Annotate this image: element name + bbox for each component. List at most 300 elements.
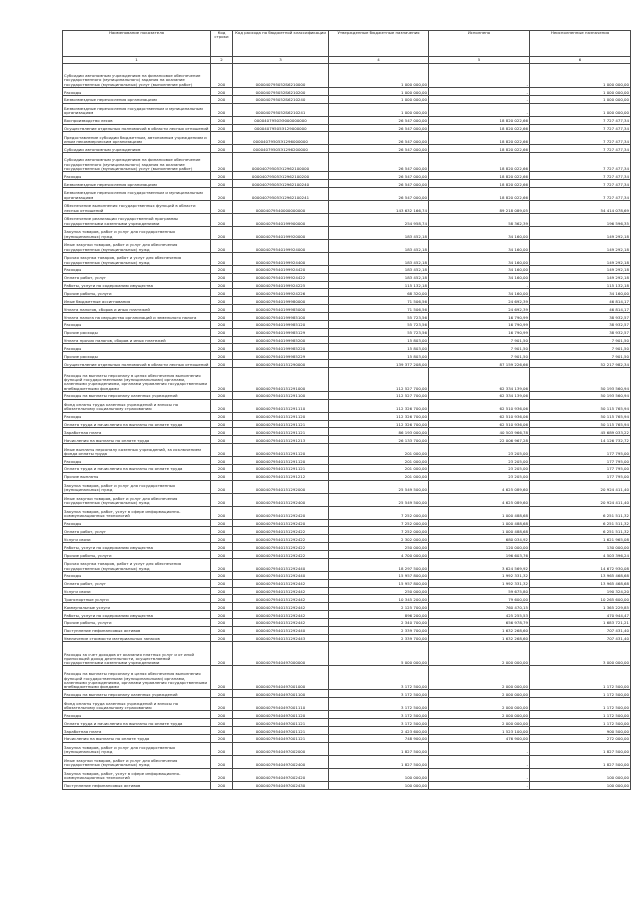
table-row bbox=[63, 543, 631, 551]
budget-code-cell: 00004079540497002430 bbox=[233, 781, 329, 789]
executed-amount-cell: 1 000 488,68 bbox=[429, 527, 530, 535]
indicator-name-cell: Расходы bbox=[63, 344, 211, 352]
unexecuted-amount-cell: 7 901,50 bbox=[530, 336, 631, 344]
budget-code-cell: 000040795052Б6210241 bbox=[233, 103, 329, 116]
executed-amount-cell: 34 160,00 bbox=[429, 289, 530, 297]
executed-amount-cell: 7 901,50 bbox=[429, 352, 530, 360]
approved-amount-cell: 112 527 700,00 bbox=[329, 391, 429, 399]
budget-execution-table bbox=[62, 30, 631, 790]
executed-amount-cell: 18 820 022,66 bbox=[429, 116, 530, 124]
approved-amount-cell: 4 700 000,00 bbox=[329, 551, 429, 559]
table-row bbox=[63, 595, 631, 603]
table-row bbox=[63, 95, 631, 103]
executed-amount-cell: - bbox=[429, 281, 530, 289]
table-row bbox=[63, 172, 631, 180]
executed-amount-cell: 58 362,39 bbox=[429, 213, 530, 226]
budget-code-cell: 00004079540199985200 bbox=[233, 336, 329, 344]
approved-amount-cell: 71 506,56 bbox=[329, 297, 429, 305]
approved-amount-cell: 55 723,56 bbox=[329, 328, 429, 336]
budget-code-cell: 00004079540151292440 bbox=[233, 571, 329, 579]
approved-amount-cell: 201 000,00 bbox=[329, 444, 429, 457]
executed-amount-cell: - bbox=[429, 781, 530, 789]
indicator-name-cell: Фонд оплаты труда казенных учреждений и взносы по обязательному социальному страхованию bbox=[63, 399, 211, 412]
indicator-name-cell: Расходы bbox=[63, 457, 211, 465]
approved-amount-cell: 183 452,18 bbox=[329, 252, 429, 265]
line-code-cell: 200 bbox=[211, 328, 233, 336]
line-code-cell: 200 bbox=[211, 360, 233, 368]
approved-amount-cell: 201 000,00 bbox=[329, 464, 429, 472]
executed-amount-cell: 2 000 000,00 bbox=[429, 711, 530, 719]
indicator-name-cell: Поступление нефинансовых активов bbox=[63, 781, 211, 789]
unexecuted-amount-cell: 6 251 511,32 bbox=[530, 506, 631, 519]
line-code-cell: 200 bbox=[211, 595, 233, 603]
unexecuted-amount-cell: 177 795,00 bbox=[530, 472, 631, 480]
indicator-name-cell: Закупка товаров, работ и услуг для государственных (муниципальных) нужд bbox=[63, 226, 211, 239]
unexecuted-amount-cell: 100 000,00 bbox=[530, 781, 631, 789]
budget-code-cell: 00004079540497001110 bbox=[233, 698, 329, 711]
budget-code-cell: 00004079540199985120 bbox=[233, 320, 329, 328]
indicator-name-cell: Расходы bbox=[63, 519, 211, 527]
indicator-name-cell: Оплата работ, услуг bbox=[63, 579, 211, 587]
unexecuted-amount-cell: 149 292,18 bbox=[530, 226, 631, 239]
unexecuted-amount-cell: 177 795,00 bbox=[530, 444, 631, 457]
approved-amount-cell: 26 133 700,00 bbox=[329, 436, 429, 444]
executed-amount-cell: 7 901,50 bbox=[429, 344, 530, 352]
budget-code-cell: 00004079540497001121 bbox=[233, 719, 329, 727]
unexecuted-amount-cell: 7 727 477,34 bbox=[530, 153, 631, 172]
unexecuted-amount-cell: 190 324,20 bbox=[530, 587, 631, 595]
executed-amount-cell: 62 510 936,06 bbox=[429, 420, 530, 428]
approved-amount-cell: 112 326 700,00 bbox=[329, 412, 429, 420]
approved-amount-cell: 15 803,00 bbox=[329, 344, 429, 352]
executed-amount-cell: 2 000 000,00 bbox=[429, 642, 530, 666]
line-code-cell: 200 bbox=[211, 781, 233, 789]
table-row bbox=[63, 558, 631, 571]
indicator-name-cell: Закупка товаров, работ, услуг в сфере информационно-коммуникационных технологий bbox=[63, 768, 211, 781]
approved-amount-cell: 3 172 500,00 bbox=[329, 690, 429, 698]
approved-amount-cell: 7 252 000,00 bbox=[329, 506, 429, 519]
line-code-cell: 200 bbox=[211, 352, 233, 360]
budget-code-cell: 00004079540000000000 bbox=[233, 200, 329, 213]
budget-code-cell: 00004079540151291213 bbox=[233, 436, 329, 444]
approved-amount-cell: 100 000,00 bbox=[329, 768, 429, 781]
executed-amount-cell: 62 334 139,06 bbox=[429, 367, 530, 391]
table-row bbox=[63, 352, 631, 360]
budget-code-cell: 00004079540497002400 bbox=[233, 755, 329, 768]
table-row bbox=[63, 690, 631, 698]
approved-amount-cell: 25 549 500,00 bbox=[329, 480, 429, 493]
line-code-cell: 200 bbox=[211, 755, 233, 768]
budget-code-cell: 00004079505Э12962100200 bbox=[233, 172, 329, 180]
approved-amount-cell: 143 632 166,74 bbox=[329, 200, 429, 213]
unexecuted-amount-cell: 20 924 411,40 bbox=[530, 493, 631, 506]
approved-amount-cell: 1 827 500,00 bbox=[329, 755, 429, 768]
unexecuted-amount-cell: 50 115 765,94 bbox=[530, 412, 631, 420]
budget-code-cell: 00004079540199924226 bbox=[233, 289, 329, 297]
line-code-cell: 200 bbox=[211, 527, 233, 535]
budget-code-cell: 00004079540151291120 bbox=[233, 412, 329, 420]
executed-amount-cell: 1 000 488,68 bbox=[429, 519, 530, 527]
line-code-cell: 200 bbox=[211, 719, 233, 727]
approved-amount-cell: 5 000 000,00 bbox=[329, 642, 429, 666]
indicator-name-cell: Закупка товаров, работ и услуг для государственных (муниципальных) нужд bbox=[63, 742, 211, 755]
approved-amount-cell: 10 345 200,00 bbox=[329, 595, 429, 603]
unexecuted-amount-cell: 130 000,00 bbox=[530, 543, 631, 551]
unexecuted-amount-cell: 52 217 982,34 bbox=[530, 360, 631, 368]
table-row bbox=[63, 305, 631, 313]
approved-amount-cell: 2 340 700,00 bbox=[329, 618, 429, 626]
approved-amount-cell: 25 549 500,00 bbox=[329, 493, 429, 506]
approved-amount-cell: 26 547 000,00 bbox=[329, 124, 429, 132]
approved-amount-cell: 26 547 000,00 bbox=[329, 132, 429, 145]
approved-amount-cell: 183 452,18 bbox=[329, 239, 429, 252]
table-row bbox=[63, 265, 631, 273]
unexecuted-amount-cell: 54 414 078,69 bbox=[530, 200, 631, 213]
table-row bbox=[63, 367, 631, 391]
unexecuted-amount-cell: 149 292,18 bbox=[530, 252, 631, 265]
budget-code-cell: 00004079540151292440 bbox=[233, 626, 329, 634]
line-code-cell: 200 bbox=[211, 187, 233, 200]
budget-code-cell: 00004079540151292443 bbox=[233, 634, 329, 642]
budget-code-cell: 00004079540151290000 bbox=[233, 360, 329, 368]
indicator-name-cell: Расходы на выплаты персоналу в целях обеспечения выполнения функций государственными (муниципальными) органами, казенными учреждениями, органами управления государственными внебюджетными фондами bbox=[63, 367, 211, 391]
indicator-name-cell: Оплата работ, услуг bbox=[63, 527, 211, 535]
executed-amount-cell: 34 160,00 bbox=[429, 226, 530, 239]
unexecuted-amount-cell: 1 172 500,00 bbox=[530, 698, 631, 711]
executed-amount-cell: 1 992 331,32 bbox=[429, 571, 530, 579]
table-row bbox=[63, 755, 631, 768]
table-row bbox=[63, 436, 631, 444]
approved-amount-cell: 201 000,00 bbox=[329, 472, 429, 480]
table-row bbox=[63, 252, 631, 265]
approved-amount-cell: 112 326 700,00 bbox=[329, 399, 429, 412]
unexecuted-amount-cell: 1 365 229,85 bbox=[530, 603, 631, 611]
executed-amount-cell: - bbox=[429, 88, 530, 96]
executed-amount-cell: 23 205,00 bbox=[429, 472, 530, 480]
line-code-cell: 200 bbox=[211, 420, 233, 428]
line-code-cell: 200 bbox=[211, 742, 233, 755]
unexecuted-amount-cell: 6 251 511,32 bbox=[530, 527, 631, 535]
indicator-name-cell: Безвозмездные перечисления государственным и муниципальным организациям bbox=[63, 187, 211, 200]
executed-amount-cell: 79 600,00 bbox=[429, 595, 530, 603]
line-code-cell: 200 bbox=[211, 239, 233, 252]
table-row bbox=[63, 742, 631, 755]
indicator-name-cell: Иные выплаты персоналу казенных учреждений, за исключением фонда оплаты труда bbox=[63, 444, 211, 457]
line-code-cell: 200 bbox=[211, 519, 233, 527]
indicator-name-cell: Прочие работы, услуги bbox=[63, 551, 211, 559]
unexecuted-amount-cell: 707 431,40 bbox=[530, 634, 631, 642]
line-code-cell: 200 bbox=[211, 768, 233, 781]
line-code-cell: 200 bbox=[211, 289, 233, 297]
line-code-cell: 200 bbox=[211, 88, 233, 96]
indicator-name-cell: Заработная плата bbox=[63, 428, 211, 436]
approved-amount-cell: 1 000 000,00 bbox=[329, 95, 429, 103]
unexecuted-amount-cell: 1 000 000,00 bbox=[530, 103, 631, 116]
unexecuted-amount-cell: 50 115 765,94 bbox=[530, 399, 631, 412]
unexecuted-amount-cell: 38 932,57 bbox=[530, 320, 631, 328]
indicator-name-cell: Прочие работы, услуги bbox=[63, 618, 211, 626]
approved-amount-cell: 1 000 000,00 bbox=[329, 103, 429, 116]
approved-amount-cell: 1 827 500,00 bbox=[329, 742, 429, 755]
unexecuted-amount-cell: 272 000,00 bbox=[530, 734, 631, 742]
table-row bbox=[63, 187, 631, 200]
budget-code-cell: 00004079540199900000 bbox=[233, 213, 329, 226]
line-code-cell: 200 bbox=[211, 726, 233, 734]
approved-amount-cell: 15 957 800,00 bbox=[329, 579, 429, 587]
table-body bbox=[63, 64, 631, 790]
approved-amount-cell: 112 527 700,00 bbox=[329, 367, 429, 391]
approved-amount-cell: 15 803,00 bbox=[329, 336, 429, 344]
indicator-name-cell: Услуги связи bbox=[63, 535, 211, 543]
approved-amount-cell: 3 172 500,00 bbox=[329, 711, 429, 719]
indicator-name-cell: Уплата прочих налогов, сборов и иных платежей bbox=[63, 336, 211, 344]
unexecuted-amount-cell: 46 814,17 bbox=[530, 305, 631, 313]
approved-amount-cell: 26 547 000,00 bbox=[329, 116, 429, 124]
executed-amount-cell: 23 205,00 bbox=[429, 464, 530, 472]
indicator-name-cell: Фонд оплаты труда казенных учреждений и взносы по обязательному социальному страхованию bbox=[63, 698, 211, 711]
line-code-cell: 200 bbox=[211, 297, 233, 305]
table-row bbox=[63, 239, 631, 252]
table-row bbox=[63, 493, 631, 506]
indicator-name-cell: Начисления на выплаты по оплате труда bbox=[63, 436, 211, 444]
line-code-cell: 200 bbox=[211, 480, 233, 493]
unexecuted-amount-cell: 900 500,00 bbox=[530, 726, 631, 734]
indicator-name-cell: Безвозмездные перечисления организациям bbox=[63, 95, 211, 103]
line-code-cell: 200 bbox=[211, 603, 233, 611]
executed-amount-cell: 34 160,00 bbox=[429, 265, 530, 273]
budget-code-cell: 00004079540199924000 bbox=[233, 239, 329, 252]
executed-amount-cell: 34 160,00 bbox=[429, 252, 530, 265]
line-code-cell: 200 bbox=[211, 642, 233, 666]
table-row bbox=[63, 506, 631, 519]
unexecuted-amount-cell: 10 265 600,00 bbox=[530, 595, 631, 603]
table-row bbox=[63, 579, 631, 587]
approved-amount-cell: 15 957 800,00 bbox=[329, 571, 429, 579]
indicator-name-cell: Иные закупки товаров, работ и услуг для обеспечения государственных (муниципальных) нужд bbox=[63, 493, 211, 506]
budget-code-cell: 00004079540199985129 bbox=[233, 328, 329, 336]
unexecuted-amount-cell: 7 727 477,34 bbox=[530, 124, 631, 132]
budget-code-cell: 00004079540199924420 bbox=[233, 265, 329, 273]
approved-amount-cell: 1 000 000,00 bbox=[329, 88, 429, 96]
budget-code-cell: 00004079540151292422 bbox=[233, 543, 329, 551]
table-row bbox=[63, 726, 631, 734]
unexecuted-amount-cell: 115 132,18 bbox=[530, 281, 631, 289]
table-row bbox=[63, 273, 631, 281]
unexecuted-amount-cell: 177 795,00 bbox=[530, 457, 631, 465]
budget-code-cell: 00004079540199985000 bbox=[233, 305, 329, 313]
executed-amount-cell: - bbox=[429, 95, 530, 103]
budget-code-cell: 00004079540497002420 bbox=[233, 768, 329, 781]
executed-amount-cell: 2 000 000,00 bbox=[429, 690, 530, 698]
indicator-name-cell: Субсидии автономным учреждениям bbox=[63, 145, 211, 153]
approved-amount-cell: 68 320,00 bbox=[329, 289, 429, 297]
unexecuted-amount-cell: 7 727 477,34 bbox=[530, 172, 631, 180]
column-number: 3 bbox=[233, 57, 329, 64]
indicator-name-cell: Иные бюджетные ассигнования bbox=[63, 297, 211, 305]
indicator-name-cell: Расходы bbox=[63, 265, 211, 273]
budget-code-cell: 00004079540151291120 bbox=[233, 457, 329, 465]
executed-amount-cell: 40 503 966,78 bbox=[429, 428, 530, 436]
unexecuted-amount-cell: 34 160,00 bbox=[530, 289, 631, 297]
indicator-name-cell: Прочая закупка товаров, работ и услуг для обеспечения государственных (муниципальных) нужд bbox=[63, 252, 211, 265]
approved-amount-cell: 115 132,18 bbox=[329, 281, 429, 289]
executed-amount-cell: 18 820 022,66 bbox=[429, 153, 530, 172]
budget-code-cell: 00004079540497000000 bbox=[233, 642, 329, 666]
line-code-cell: 200 bbox=[211, 634, 233, 642]
executed-amount-cell: 680 034,92 bbox=[429, 535, 530, 543]
approved-amount-cell: 250 000,00 bbox=[329, 587, 429, 595]
line-code-cell: 200 bbox=[211, 558, 233, 571]
line-code-cell: 200 bbox=[211, 472, 233, 480]
budget-code-cell: 00004079540151292400 bbox=[233, 493, 329, 506]
line-code-cell: 200 bbox=[211, 145, 233, 153]
approved-amount-cell: 100 000,00 bbox=[329, 781, 429, 789]
executed-amount-cell: 476 900,00 bbox=[429, 734, 530, 742]
table-row bbox=[63, 297, 631, 305]
table-row bbox=[63, 519, 631, 527]
budget-code-cell: 00004079540497001100 bbox=[233, 690, 329, 698]
table-row bbox=[63, 551, 631, 559]
approved-amount-cell: 183 452,18 bbox=[329, 226, 429, 239]
budget-code-cell: 000040795052Б6210000 bbox=[233, 64, 329, 88]
line-code-cell: 200 bbox=[211, 412, 233, 420]
indicator-name-cell: Расходы bbox=[63, 571, 211, 579]
unexecuted-amount-cell: 149 292,18 bbox=[530, 265, 631, 273]
executed-amount-cell: 1 000 488,68 bbox=[429, 506, 530, 519]
unexecuted-amount-cell: 149 292,18 bbox=[530, 239, 631, 252]
budget-code-cell: 0000407950ЭЭ000000000 bbox=[233, 116, 329, 124]
budget-code-cell: 00004079540151292442 bbox=[233, 579, 329, 587]
table-row bbox=[63, 734, 631, 742]
unexecuted-amount-cell: 1 172 500,00 bbox=[530, 690, 631, 698]
unexecuted-amount-cell: 38 932,57 bbox=[530, 312, 631, 320]
indicator-name-cell: Прочая закупка товаров, работ и услуг для обеспечения государственных (муниципальных) нужд bbox=[63, 558, 211, 571]
budget-code-cell: 00004079540151292442 bbox=[233, 603, 329, 611]
executed-amount-cell: 1 632 268,60 bbox=[429, 626, 530, 634]
table-row bbox=[63, 719, 631, 727]
header-approved: Утвержденные бюджетные назначения bbox=[329, 31, 429, 57]
table-row bbox=[63, 428, 631, 436]
approved-amount-cell: 7 252 000,00 bbox=[329, 527, 429, 535]
executed-amount-cell: 656 978,79 bbox=[429, 618, 530, 626]
line-code-cell: 200 bbox=[211, 611, 233, 619]
line-code-cell: 200 bbox=[211, 95, 233, 103]
table-row bbox=[63, 153, 631, 172]
line-code-cell: 200 bbox=[211, 457, 233, 465]
indicator-name-cell: Коммунальные услуги bbox=[63, 603, 211, 611]
unexecuted-amount-cell: 196 596,35 bbox=[530, 213, 631, 226]
indicator-name-cell: Оплата работ, услуг bbox=[63, 273, 211, 281]
table-row bbox=[63, 399, 631, 412]
budget-code-cell: 00004079540151291100 bbox=[233, 391, 329, 399]
budget-code-cell: 00004079540151292442 bbox=[233, 611, 329, 619]
approved-amount-cell: 2 339 700,00 bbox=[329, 634, 429, 642]
executed-amount-cell: - bbox=[429, 742, 530, 755]
line-code-cell: 200 bbox=[211, 367, 233, 391]
line-code-cell: 200 bbox=[211, 391, 233, 399]
line-code-cell: 200 bbox=[211, 320, 233, 328]
line-code-cell: 200 bbox=[211, 551, 233, 559]
table-row bbox=[63, 200, 631, 213]
table-row bbox=[63, 611, 631, 619]
budget-code-cell: 00004079540151292420 bbox=[233, 519, 329, 527]
executed-amount-cell: 16 790,99 bbox=[429, 320, 530, 328]
budget-code-cell: 00004079540497001120 bbox=[233, 711, 329, 719]
indicator-name-cell: Осуществление отдельных полномочий в области лесных отношений bbox=[63, 124, 211, 132]
approved-amount-cell: 26 547 000,00 bbox=[329, 153, 429, 172]
unexecuted-amount-cell: 1 172 500,00 bbox=[530, 719, 631, 727]
line-code-cell: 200 bbox=[211, 252, 233, 265]
approved-amount-cell: 71 506,56 bbox=[329, 305, 429, 313]
approved-amount-cell: 3 172 500,00 bbox=[329, 698, 429, 711]
executed-amount-cell: 62 510 936,06 bbox=[429, 399, 530, 412]
line-code-cell: 200 bbox=[211, 153, 233, 172]
line-code-cell: 200 bbox=[211, 180, 233, 188]
line-code-cell: 200 bbox=[211, 116, 233, 124]
executed-amount-cell: 59 675,80 bbox=[429, 587, 530, 595]
approved-amount-cell: 26 547 000,00 bbox=[329, 172, 429, 180]
table-row bbox=[63, 634, 631, 642]
table-row bbox=[63, 116, 631, 124]
executed-amount-cell: 23 205,00 bbox=[429, 444, 530, 457]
table-row bbox=[63, 180, 631, 188]
executed-amount-cell: 196 603,76 bbox=[429, 551, 530, 559]
indicator-name-cell: Прочие расходы bbox=[63, 352, 211, 360]
table-row bbox=[63, 587, 631, 595]
unexecuted-amount-cell: 1 000 000,00 bbox=[530, 95, 631, 103]
approved-amount-cell: 896 200,00 bbox=[329, 611, 429, 619]
table-row bbox=[63, 145, 631, 153]
table-row bbox=[63, 480, 631, 493]
budget-code-cell: 00004079540151292440 bbox=[233, 558, 329, 571]
unexecuted-amount-cell: 7 727 477,34 bbox=[530, 145, 631, 153]
indicator-name-cell: Обеспечение реализации государственной программы государственными казенными учреждениями bbox=[63, 213, 211, 226]
unexecuted-amount-cell: 1 621 965,08 bbox=[530, 535, 631, 543]
executed-amount-cell: 18 820 022,66 bbox=[429, 180, 530, 188]
executed-amount-cell: 18 820 022,66 bbox=[429, 145, 530, 153]
executed-amount-cell: 2 000 000,00 bbox=[429, 719, 530, 727]
indicator-name-cell: Прочие работы, услуги bbox=[63, 289, 211, 297]
table-row bbox=[63, 328, 631, 336]
indicator-name-cell: Работы, услуги по содержанию имущества bbox=[63, 611, 211, 619]
table-row bbox=[63, 420, 631, 428]
column-number: 5 bbox=[429, 57, 530, 64]
executed-amount-cell: 16 790,99 bbox=[429, 312, 530, 320]
unexecuted-amount-cell: 50 193 560,94 bbox=[530, 367, 631, 391]
budget-code-cell: 00004079540151292442 bbox=[233, 618, 329, 626]
table-row bbox=[63, 213, 631, 226]
executed-amount-cell: 1 992 331,32 bbox=[429, 579, 530, 587]
table-row bbox=[63, 457, 631, 465]
executed-amount-cell: 1 523 100,00 bbox=[429, 726, 530, 734]
line-code-cell: 200 bbox=[211, 571, 233, 579]
indicator-name-cell: Поступление нефинансовых активов bbox=[63, 626, 211, 634]
indicator-name-cell: Транспортные услуги bbox=[63, 595, 211, 603]
unexecuted-amount-cell: 470 944,47 bbox=[530, 611, 631, 619]
budget-code-cell: 00004079540151292000 bbox=[233, 480, 329, 493]
executed-amount-cell: 3 624 569,92 bbox=[429, 558, 530, 571]
header-indicator-name: Наименование показателя bbox=[63, 31, 211, 57]
unexecuted-amount-cell: 7 901,50 bbox=[530, 344, 631, 352]
table-row bbox=[63, 64, 631, 88]
line-code-cell: 200 bbox=[211, 226, 233, 239]
indicator-name-cell: Безвозмездные перечисления организациям bbox=[63, 180, 211, 188]
approved-amount-cell: 183 452,18 bbox=[329, 265, 429, 273]
executed-amount-cell: 7 901,50 bbox=[429, 336, 530, 344]
unexecuted-amount-cell: 1 827 500,00 bbox=[530, 755, 631, 768]
budget-code-cell: 00004079540497001121 bbox=[233, 726, 329, 734]
header-line-code: Код строки bbox=[211, 31, 233, 57]
